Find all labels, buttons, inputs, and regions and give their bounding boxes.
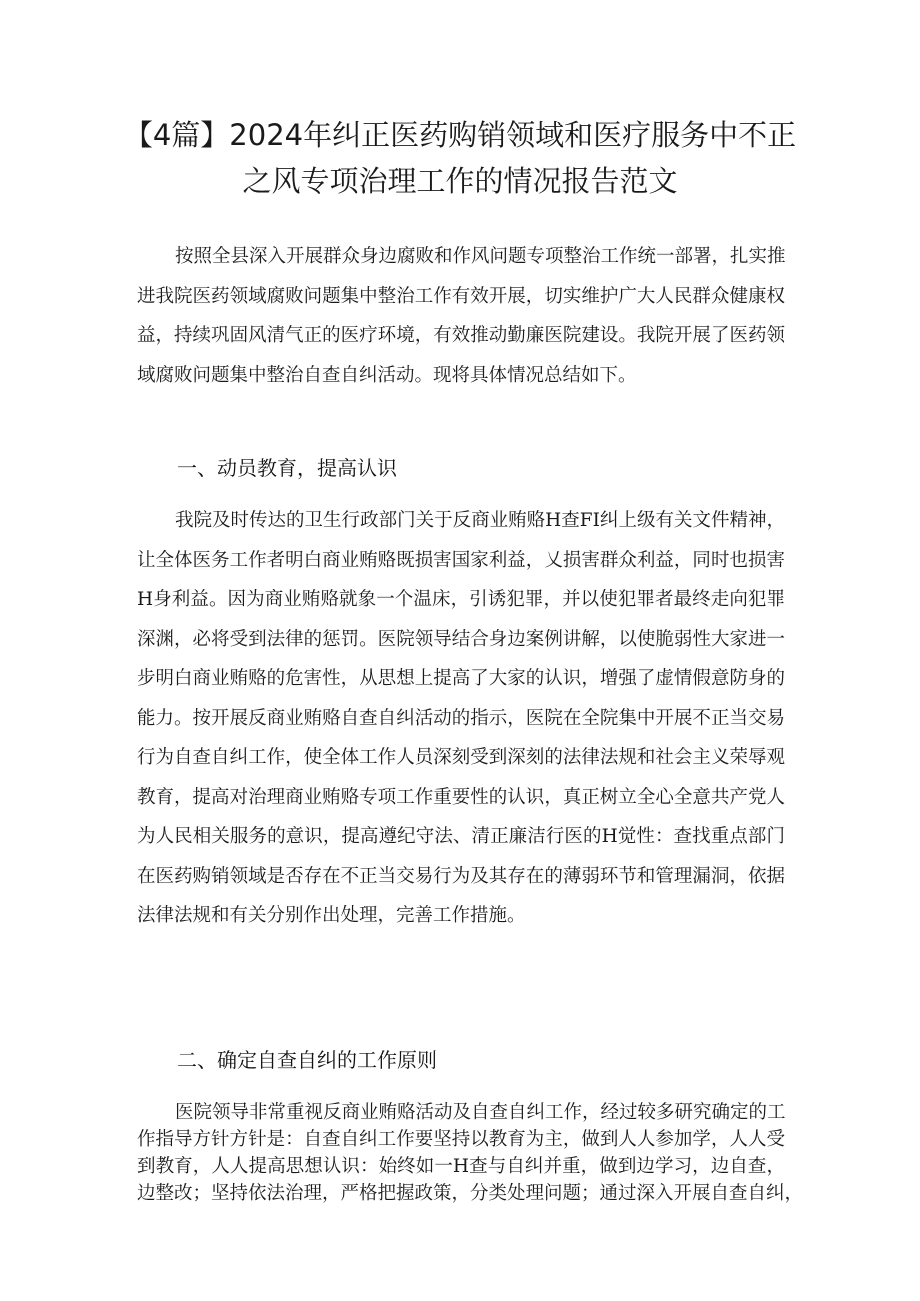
paragraph-line: 进我院医药领域腐败问题集中整治工作有效开展，切实维护广大人民群众健康权 — [137, 285, 785, 307]
paragraph-line: 能力。按开展反商业贿赂自查自纠活动的指示，医院在全院集中开展不正当交易 — [137, 707, 785, 729]
paragraph-line: 教育，提高对治理商业贿赂专项工作重要性的认识，真正树立全心全意共产党人 — [137, 786, 785, 808]
document-title-line-1: 【4篇】2024年纠正医药购销领域和医疗服务中不正 — [123, 118, 797, 152]
paragraph-line: 步明白商业贿赂的危害性，从思想上提高了大家的认识，增强了虚情假意防身的 — [137, 668, 785, 689]
paragraph-line: 到教育，人人提高思想认识：始终如一H查与自纠并重，做到边学习，边自查， — [137, 1156, 785, 1177]
section-1-heading: 一、动员教育，提高认识 — [177, 456, 397, 480]
paragraph-line: 边整改；坚持依法治理，严格把握政策，分类处理问题；通过深入开展自查自纠， — [137, 1183, 804, 1204]
paragraph-line: 按照全县深入开展群众身边腐败和作风问题专项整治工作统一部署，扎实推 — [175, 246, 786, 267]
paragraph-line: 作指导方针方针是：自查自纠工作要坚持以教育为主，做到人人参加学，人人受 — [137, 1129, 785, 1150]
paragraph-line: 医院领导非常重视反商业贿赂活动及自查自纠工作，经过较多研究确定的工 — [175, 1102, 786, 1123]
paragraph-line: 法律法规和有关分别作出处理，完善工作措施。 — [137, 905, 526, 926]
section-2-heading: 二、确定自查自纠的工作原则 — [177, 1048, 437, 1072]
paragraph-line: 益，持续巩固风清气正的医疗环境，有效推动勤廉医院建设。我院开展了医药领 — [137, 325, 785, 346]
document-title-line-2: 之风专项治理工作的情况报告范文 — [242, 164, 678, 198]
paragraph-line: 为人民相关服务的意识，提高遵纪守法、清正廉洁行医的H觉性：查找重点部门 — [137, 826, 785, 847]
paragraph-line: 深渊，必将受到法律的惩罚。医院领导结合身边案例讲解，以使脆弱性大家进一 — [137, 628, 785, 650]
paragraph-line: H身利益。因为商业贿赂就象一个温床，引诱犯罪，并以使犯罪者最终走向犯罪 — [137, 589, 785, 610]
paragraph-line: 在医药购销领域是否存在不正当交易行为及其存在的薄弱环节和管理漏洞，依据 — [137, 865, 785, 887]
section-2-paragraph — [137, 1099, 804, 1207]
paragraph-line: 行为自查自纠工作，使全体工作人员深刻受到深刻的法律法规和社会主义荣辱观 — [137, 747, 785, 768]
paragraph-line: 域腐败问题集中整治自查自纠活动。现将具体情况总结如下。 — [137, 364, 637, 386]
paragraph-line: 我院及时传达的卫生行政部门关于反商业贿赂H查FI纠上级有关文件精神， — [175, 510, 785, 531]
intro-paragraph — [137, 237, 785, 395]
section-1-paragraph — [137, 501, 785, 936]
paragraph-line: 让全体医务工作者明白商业贿赂既损害国家利益，乂损害群众利益，同时也损害 — [137, 549, 785, 571]
